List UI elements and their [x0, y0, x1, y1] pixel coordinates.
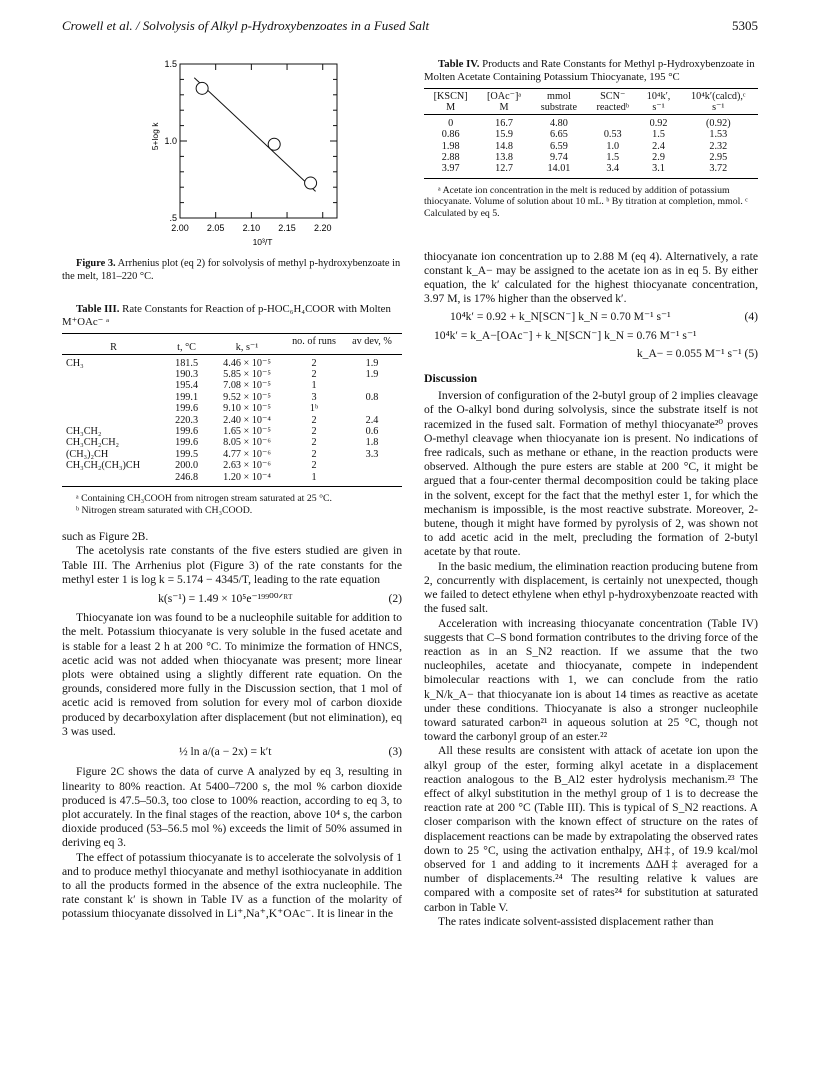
right-body-text: [424, 250, 758, 929]
table-cell: 2.95: [709, 152, 728, 164]
table-row: [62, 354, 402, 369]
running-header: [62, 18, 758, 36]
table-cell: CH₃: [66, 357, 84, 369]
table-cell: [62, 403, 165, 414]
table-3: [62, 303, 402, 516]
t4-h2-k: s⁻¹: [652, 102, 665, 114]
table-cell: (CH₃)₂CH: [66, 448, 109, 460]
figure-3-caption-text: Arrhenius plot (eq 2) for solvolysis of methyl p-hydroxybenzoate in the melt, 181–220 °C.: [62, 258, 401, 282]
table-4-label: Table IV.: [438, 58, 480, 70]
table-cell: 16.7: [495, 117, 513, 129]
table-cell: CH₃CH₂CH₂: [66, 437, 120, 449]
equation-3-number: (3): [388, 745, 402, 759]
table-cell: 4.77 × 10⁻⁶: [223, 448, 271, 460]
table-cell: [342, 380, 402, 391]
table-cell: 1.65 × 10⁻⁵: [223, 426, 271, 438]
table-cell: 190.3: [175, 369, 199, 380]
table-cell: 1: [311, 471, 317, 483]
table-cell: 4.46 × 10⁻⁵: [223, 357, 271, 369]
table-cell: 181.5: [175, 357, 199, 369]
t4-h1-scn: SCN⁻: [600, 91, 626, 102]
table-cell: [62, 472, 165, 487]
table-cell: 2.32: [709, 140, 728, 152]
table-row: [62, 460, 402, 471]
equation-3-body: ½ ln a/(a − 2x) = k′t: [178, 745, 272, 759]
table-3-col-dev: av dev, %: [352, 336, 392, 348]
table-cell: 2: [311, 437, 317, 449]
equation-2-body: k(s⁻¹) = 1.49 × 10⁵e⁻¹⁹⁹⁰⁰ᐟᴿᵀ: [158, 592, 293, 606]
figure-3: [62, 58, 402, 252]
table-cell: 1.53: [709, 129, 728, 141]
x-axis-label: 10³/T: [252, 237, 273, 247]
x-tick-label: 2.15: [278, 223, 296, 233]
t4-h2-scn: reactedᵇ: [596, 102, 630, 114]
table-row: [62, 403, 402, 414]
table-cell: [62, 380, 165, 391]
t4-h2-oac: M: [499, 102, 509, 114]
table-cell: 2.9: [652, 152, 665, 164]
right-paragraph-3: In the basic medium, the elimination reaction producing butene from 2, concurrently with displacement, is certainly not unexpected, though we failed to detect ethylene when ethyl p-hydroxybenzoate reacted with the fused salt.: [424, 559, 758, 616]
t4-h2-mmol: substrate: [540, 102, 578, 114]
equation-3: [62, 745, 402, 759]
table-cell: 199.6: [175, 426, 199, 438]
table-3-title-text: Rate Constants for Reaction of p-HOC₆H₄COOR with Molten M⁺OAc⁻ ᵃ: [62, 303, 391, 329]
left-paragraph-2: Thiocyanate ion was found to be a nucleophile suitable for addition to the melt. Potassium thiocyanate is very soluble in the fused acetate and is stable for a least 2 h at 200 °C. To minimize the formation of HNCS, acetic acid was not added when thiocyanate was present; more linear plots were obtained using a slightly different rate equation. On the grounds, considered more fully in the Discussion section, that 1 mol of acetic acid is removed from solution for every mol of carbon dioxide produced by decarboxylation after displacement (but not elimination), eq 3 was used.: [62, 611, 402, 738]
table-cell: 2: [311, 448, 317, 460]
table-cell: 1.98: [441, 140, 460, 152]
left-column: [62, 58, 402, 922]
table-cell: CH₃CH₂(CH₃)CH: [66, 460, 141, 472]
table-cell: (0.92): [705, 117, 731, 129]
table-3-col-k: k, s⁻¹: [235, 342, 259, 354]
table-row: [424, 163, 758, 178]
table-cell: 12.7: [495, 163, 513, 175]
table-cell: 0.92: [649, 117, 668, 129]
table-cell: 2.88: [441, 152, 460, 164]
table-cell: 2: [311, 369, 317, 380]
table-cell: 2.4: [365, 414, 379, 426]
table-cell: 2: [311, 460, 317, 472]
table-cell: 8.05 × 10⁻⁶: [223, 437, 271, 449]
table-3-body: [62, 354, 402, 486]
table-cell: 2.4: [652, 140, 665, 152]
data-point: [305, 177, 317, 189]
table-cell: 7.08 × 10⁻⁵: [223, 380, 271, 392]
table-cell: 6.65: [550, 129, 568, 141]
left-paragraph-1: The acetolysis rate constants of the five esters studied are given in Table III. The Arrhenius plot (Figure 3) of the rate constants for the methyl ester 1 is log k = 5.174 − 4345/T, leading to the rate equation: [62, 544, 402, 586]
y-tick-label: 1.5: [164, 59, 177, 69]
table-row: [62, 437, 402, 448]
table-cell: 9.74: [550, 152, 568, 164]
table-cell: 1.0: [606, 140, 620, 152]
table-row: [62, 426, 402, 437]
table-cell: 0: [448, 117, 454, 129]
page-number: 5305: [732, 18, 758, 33]
table-cell: 1.20 × 10⁻⁴: [223, 471, 271, 483]
figure-3-caption: [62, 258, 402, 283]
x-tick-label: 2.10: [242, 223, 261, 233]
right-paragraph-2: Inversion of configuration of the 2-butyl group of 2 implies cleavage of the O-alkyl bond during solvolysis, since the substrate itself is not racemized in the fused salt. Formation of methyl thiocyanate²⁰ proves O-methyl cleavage when thiocyanate ion is present. No indications of free radicals, such as methane or ethane, in the reaction products were observed. Although the pure esters are stable at 200 °C, it might be argued that a four-center thermal decomposition could be taking place in the solvent, except for the fact that the methyl ester 1, for which the mechanism is impossible, is the most reactive substrate. Moreover, 2-butene, though it might have formed by pyrolysis of 2, was shown not to add acetic acid in the melt, precluding the formation of 2-butyl acetate by that route.: [424, 389, 758, 559]
table-cell: 2: [311, 414, 317, 426]
table-cell: 3.3: [365, 448, 379, 460]
left-body-text: [62, 530, 402, 921]
table-cell: 1: [311, 380, 317, 392]
t4-h1-oac: [OAc⁻]ᵃ: [486, 91, 522, 102]
table-cell: 0.6: [365, 426, 379, 438]
table-cell: 195.4: [175, 380, 199, 392]
table-3-col-runs: no. of runs: [292, 336, 336, 348]
right-column: [424, 58, 758, 929]
table-cell: 9.52 × 10⁻⁵: [223, 391, 271, 403]
table-cell: [62, 415, 165, 426]
equation-2-number: (2): [388, 592, 402, 606]
table-cell: CH₃CH₂: [66, 426, 102, 438]
table-cell: 199.5: [175, 448, 199, 460]
discussion-heading: Discussion: [424, 371, 478, 386]
table-cell: [342, 472, 402, 487]
left-paragraph-4: The effect of potassium thiocyanate is to accelerate the solvolysis of 1 and to produce methyl thiocyanate and methyl isothiocyanate in addition to all the products formed in the absence of the extra nucleophile. The rate constant k′ is shown in Table IV as a function of the molarity of potassium thiocyanate dissolved in Li⁺,Na⁺,K⁺OAc⁻. It is linear in the: [62, 850, 402, 921]
table-4-header-1: [424, 89, 758, 103]
table-cell: 1.9: [365, 369, 379, 380]
table-cell: 1.5: [652, 129, 665, 141]
table-row: [424, 114, 758, 129]
t4-h1-kscn: [KSCN]: [433, 91, 468, 102]
equation-2: [62, 592, 402, 606]
table-3-col-r: R: [110, 342, 117, 354]
table-cell: 199.1: [175, 391, 199, 403]
table-cell: [62, 369, 165, 380]
table-row: [424, 152, 758, 163]
table-cell: 0.53: [603, 129, 622, 141]
table-cell: 3.4: [606, 163, 620, 175]
data-point: [268, 138, 280, 150]
table-row: [62, 380, 402, 391]
arrhenius-plot: [62, 58, 402, 252]
fit-line: [194, 78, 315, 192]
table-cell: 1.9: [365, 357, 379, 369]
table-cell: 2.63 × 10⁻⁶: [223, 460, 271, 472]
table-cell: 220.3: [175, 414, 199, 426]
table-cell: 3.1: [652, 163, 665, 175]
table-cell: 199.6: [175, 403, 199, 415]
right-paragraph-6: The rates indicate solvent-assisted displacement rather than: [438, 914, 714, 928]
table-cell: 9.10 × 10⁻⁵: [223, 403, 271, 415]
table-4-footnote: ᵃ Acetate ion concentration in the melt is reduced by addition of potassium thiocyanate. Volume of solution about 10 mL. ᵇ By titration at completion, mmol. ᶜ Calculated by eq 5.: [424, 184, 748, 220]
table-row: [62, 369, 402, 380]
table-4-title-text: Products and Rate Constants for Methyl p-Hydroxybenzoate in Molten Acetate Containing Potassium Thiocyanate, 195 °C: [424, 58, 755, 83]
table-cell: [342, 460, 402, 471]
table-cell: 15.9: [495, 129, 513, 141]
table-cell: 1.8: [365, 437, 379, 449]
y-axis-label: 5+log k: [150, 122, 160, 151]
table-cell: 246.8: [175, 471, 199, 483]
table-cell: 2.40 × 10⁻⁴: [223, 414, 271, 426]
table-cell: 1.5: [606, 152, 620, 164]
y-tick-label: .5: [169, 213, 177, 223]
table-3-label: Table III.: [76, 303, 120, 316]
table-cell: 0.8: [365, 391, 379, 403]
table-cell: 6.59: [550, 140, 568, 152]
table-cell: 14.01: [547, 163, 571, 175]
table-cell: 4.80: [550, 117, 568, 129]
equation-5-body: 10⁴k′ = k_A−[OAc⁻] + k_N[SCN⁻] k_N = 0.76 M⁻¹ s⁻¹: [434, 328, 697, 342]
table-cell: [342, 403, 402, 414]
equation-5-right: k_A− = 0.055 M⁻¹ s⁻¹ (5): [636, 346, 758, 360]
data-point: [196, 82, 208, 94]
table-3-col-t: t, °C: [177, 342, 196, 354]
table-cell: 5.85 × 10⁻⁵: [223, 369, 271, 380]
table-cell: 2: [311, 426, 317, 438]
table-3-grid: [62, 333, 402, 487]
table-4-body: [424, 114, 758, 178]
table-row: [424, 129, 758, 140]
table-4-header-2: [424, 102, 758, 114]
table-cell: [587, 114, 639, 129]
table-cell: 2: [311, 357, 317, 369]
t4-h2-kscn: M: [446, 102, 456, 114]
equation-5-line-1: [424, 329, 758, 343]
t4-h1-kcalc: 10⁴k′(calcd),ᶜ: [691, 91, 746, 102]
table-cell: 3.97: [441, 163, 460, 175]
table-4-grid: [424, 88, 758, 179]
table-cell: 3.72: [709, 163, 728, 175]
equation-4-number: (4): [744, 310, 758, 324]
equation-5-line-2: [424, 347, 758, 361]
table-row: [424, 141, 758, 152]
right-paragraph-4: Acceleration with increasing thiocyanate concentration (Table IV) suggests that C–S bond formation contributes to the driving force of the reaction as in an S_N2 reaction. If we assume that the two nucleophiles, acetate and thiocyanate, compete in independent bimolecular reactions with 1, we can conclude from the ratio k_N/k_A− that thiocyanate ion is about 14 times as reactive as acetate under these conditions. Thiocyanate is also a stronger nucleophile toward saturated carbon²¹ in aqueous solution at 25 °C, though not toward the carbonyl group of an ester.²²: [424, 616, 758, 744]
equation-4: [424, 310, 758, 324]
table-cell: 13.8: [495, 152, 513, 164]
x-tick-label: 2.00: [171, 223, 189, 233]
t4-h1-k: 10⁴k′,: [646, 91, 671, 102]
table-cell: 0.86: [441, 129, 460, 141]
left-paragraph-3: Figure 2C shows the data of curve A analyzed by eq 3, resulting in linearity to 80% reaction. At 5400–7200 s, the mol % carbon dioxide produced is 47.5–50.3, too close to 100% reaction, according to eq 3, to plot accurately. In the final stages of the reaction, above 10⁴ s, the carbon dioxide produced (53–56.5 mol %) exceeds the limit of 50% assumed in deriving eq 3.: [62, 765, 402, 850]
t4-h1-mmol: mmol: [547, 91, 571, 102]
table-4-title: [424, 58, 758, 84]
table-cell: 1ᵇ: [309, 403, 319, 415]
figure-3-label: Figure 3.: [76, 258, 116, 269]
table-row: [62, 392, 402, 403]
x-tick-label: 2.20: [313, 223, 332, 233]
table-3-footnote-a: ᵃ Containing CH₃COOH from nitrogen stream saturated at 25 °C.: [76, 493, 332, 505]
table-4: [424, 58, 758, 220]
table-3-header: [62, 334, 402, 354]
table-cell: 199.6: [175, 437, 199, 449]
table-3-title: [62, 303, 402, 329]
table-cell: 14.8: [495, 140, 513, 152]
table-cell: 3: [311, 391, 317, 403]
table-cell: 200.0: [175, 460, 199, 472]
right-paragraph-5: All these results are consistent with attack of acetate ion upon the alkyl group of the ester, forming alkyl acetate in a displacement reaction analogous to the B_Al2 ester hydrolysis mechanism.²³ The effect of alkyl substitution in the methyl group of 1 is to decrease the reaction rate at 200 °C (Table III). This is typical of S_N2 reactions. A closer comparison with the known effect of structure on the rates of displacement reactions can be made by extrapolating the observed rates down to 25 °C, using the activation enthalpy, ΔH‡, of 19.9 kcal/mol observed for 1 and adding to it increments ΔΔH‡ averaged for a number of displacements.²⁴ The resulting relative k values are compared with a composite set of rates²⁴ for substitution at saturated carbon in Table V.: [424, 744, 758, 914]
x-tick-label: 2.05: [206, 223, 225, 233]
header-title: Crowell et al. / Solvolysis of Alkyl p-Hydroxybenzoates in a Fused Salt: [62, 18, 430, 33]
table-row: [62, 449, 402, 460]
y-tick-label: 1.0: [164, 136, 177, 146]
table-row: [62, 415, 402, 426]
t4-h2-kcalc: s⁻¹: [712, 102, 725, 114]
table-row: [62, 472, 402, 487]
right-paragraph-1: thiocyanate ion concentration up to 2.88 M (eq 4). Alternatively, a rate constant k_A− may be assigned to the acetate ion as in eq 5. By either equation, the k′ calculated for the highest thiocyanate concentration, 3.97 M, is 17% higher than the observed k′.: [424, 249, 758, 306]
left-paragraph-0: such as Figure 2B.: [62, 530, 149, 544]
equation-4-body: 10⁴k′ = 0.92 + k_N[SCN⁻] k_N = 0.70 M⁻¹ s⁻¹: [450, 310, 671, 324]
table-3-footnote-b: ᵇ Nitrogen stream saturated with CH₃COOD.: [76, 504, 253, 516]
table-cell: [62, 392, 165, 403]
